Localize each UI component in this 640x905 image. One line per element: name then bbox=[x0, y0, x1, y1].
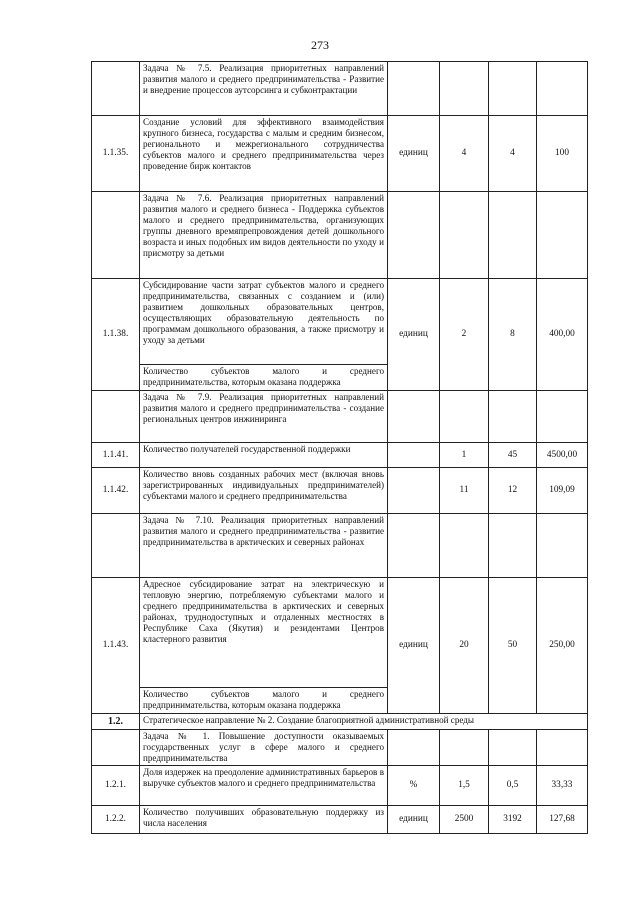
row-value-2 bbox=[489, 192, 537, 279]
row-unit bbox=[388, 62, 440, 116]
row-description: Задача № 7.10. Реализация приоритетных направлений развития малого и среднего предпринимательства - развитие предпринимательства в арктических и северных районах bbox=[140, 514, 388, 578]
row-value-2 bbox=[489, 730, 537, 766]
row-code: 1.1.38. bbox=[92, 279, 140, 391]
table-row bbox=[92, 514, 588, 578]
row-value-2: 12 bbox=[489, 468, 537, 514]
row-code: 1.1.35. bbox=[92, 116, 140, 192]
row-value-3: 127,68 bbox=[537, 806, 588, 834]
row-unit: единиц bbox=[388, 279, 440, 391]
row-unit: единиц bbox=[388, 116, 440, 192]
row-description: Задача № 7.5. Реализация приоритетных направлений развития малого и среднего предпринимательства - Развитие и внедрение процессов аутсорсинга и субконтрактации bbox=[140, 62, 388, 116]
row-code: 1.2.1. bbox=[92, 766, 140, 806]
table-row bbox=[92, 714, 588, 730]
table-row bbox=[92, 730, 588, 766]
row-code bbox=[92, 514, 140, 578]
row-value-3: 400,00 bbox=[537, 279, 588, 391]
row-value-1: 1,5 bbox=[440, 766, 489, 806]
table-row bbox=[92, 192, 588, 279]
row-code: 1.2. bbox=[92, 714, 140, 730]
row-description: Задача № 7.9. Реализация приоритетных направлений развития малого и среднего предпринимательства - создание региональных центров инжиниринга bbox=[140, 391, 388, 443]
row-description: Субсидирование части затрат субъектов малого и среднего предпринимательства, связанных с созданием и (или) развитием дошкольных образовательных центров, осуществляющих образовательную деятельность по программам дошкольного образования, а также присмотру и уходу за детьми bbox=[140, 279, 388, 365]
row-value-1 bbox=[440, 391, 489, 443]
row-unit bbox=[388, 468, 440, 514]
row-description: Количество получателей государственной поддержки bbox=[140, 443, 388, 468]
row-value-1: 2500 bbox=[440, 806, 489, 834]
row-value-2: 50 bbox=[489, 578, 537, 714]
row-description: Количество получивших образовательную поддержку из числа населения bbox=[140, 806, 388, 834]
row-value-3 bbox=[537, 62, 588, 116]
row-value-3 bbox=[537, 514, 588, 578]
row-value-2: 8 bbox=[489, 279, 537, 391]
page-number: 273 bbox=[311, 38, 329, 52]
row-value-2 bbox=[489, 391, 537, 443]
row-value-3 bbox=[537, 391, 588, 443]
row-code: 1.1.41. bbox=[92, 443, 140, 468]
table-row bbox=[92, 806, 588, 834]
row-value-1: 20 bbox=[440, 578, 489, 714]
table-row bbox=[92, 62, 588, 116]
row-value-2: 0,5 bbox=[489, 766, 537, 806]
table-row bbox=[92, 578, 588, 688]
table-row bbox=[92, 766, 588, 806]
indicators-table bbox=[91, 61, 588, 834]
row-value-3: 250,00 bbox=[537, 578, 588, 714]
row-unit bbox=[388, 391, 440, 443]
table-row bbox=[92, 443, 588, 468]
row-value-1 bbox=[440, 62, 489, 116]
row-unit bbox=[388, 514, 440, 578]
row-value-1: 4 bbox=[440, 116, 489, 192]
row-description: Стратегическое направление № 2. Создание благоприятной административной среды bbox=[140, 714, 588, 730]
row-code: 1.2.2. bbox=[92, 806, 140, 834]
row-value-2 bbox=[489, 514, 537, 578]
row-value-3 bbox=[537, 730, 588, 766]
row-value-1: 11 bbox=[440, 468, 489, 514]
row-value-3: 4500,00 bbox=[537, 443, 588, 468]
table-row bbox=[92, 468, 588, 514]
table-row bbox=[92, 391, 588, 443]
row-description: Создание условий для эффективного взаимодействия крупного бизнеса, государства с малым и средним бизнесом, региональното и межрегионального сотрудничества субъектов малого и среднего предпринимательства через проведение бирж контактов bbox=[140, 116, 388, 192]
row-value-1 bbox=[440, 730, 489, 766]
row-unit bbox=[388, 443, 440, 468]
row-value-2 bbox=[489, 62, 537, 116]
row-value-2: 3192 bbox=[489, 806, 537, 834]
table-row bbox=[92, 279, 588, 365]
table-row bbox=[92, 116, 588, 192]
row-value-2: 4 bbox=[489, 116, 537, 192]
row-unit bbox=[388, 192, 440, 279]
row-description: Задача № 1. Повышение доступности оказываемых государственных услуг в сфере малого и среднего предпринимательства bbox=[140, 730, 388, 766]
row-code bbox=[92, 192, 140, 279]
row-description-indicator: Количество субъектов малого и среднего предпринимательства, которым оказана поддержка bbox=[140, 365, 388, 391]
row-unit: единиц bbox=[388, 806, 440, 834]
row-unit bbox=[388, 730, 440, 766]
row-value-1: 1 bbox=[440, 443, 489, 468]
row-value-1 bbox=[440, 192, 489, 279]
row-value-3: 109,09 bbox=[537, 468, 588, 514]
row-value-1: 2 bbox=[440, 279, 489, 391]
row-value-1 bbox=[440, 514, 489, 578]
row-description: Количество вновь созданных рабочих мест (включая вновь зарегистрированных индивидуальных предпринимателей) субъектами малого и среднего предпринимательства bbox=[140, 468, 388, 514]
row-value-3: 100 bbox=[537, 116, 588, 192]
row-unit: единиц bbox=[388, 578, 440, 714]
row-description-indicator: Количество субъектов малого и среднего предпринимательства, которым оказана поддержка bbox=[140, 688, 388, 714]
row-code bbox=[92, 730, 140, 766]
row-code: 1.1.42. bbox=[92, 468, 140, 514]
row-value-3: 33,33 bbox=[537, 766, 588, 806]
row-unit: % bbox=[388, 766, 440, 806]
row-code: 1.1.43. bbox=[92, 578, 140, 714]
row-code bbox=[92, 391, 140, 443]
row-description: Доля издержек на преодоление административных барьеров в выручке субъектов малого и среднего предпринимательства bbox=[140, 766, 388, 806]
row-value-2: 45 bbox=[489, 443, 537, 468]
row-code bbox=[92, 62, 140, 116]
row-value-3 bbox=[537, 192, 588, 279]
row-description: Адресное субсидирование затрат на электрическую и тепловую энергию, потребляемую субъектами малого и среднего предпринимательства в арктических и северных районах, труднодоступных и отдаленных местностях в Республике Саха (Якутия) и резидентами Центров кластерного развития bbox=[140, 578, 388, 688]
row-description: Задача № 7.6. Реализация приоритетных направлений развития малого и среднего бизнеса - Поддержка субъектов малого и среднего предпринимательства, организующих группы дневного времяпрепровождения детей дошкольного возраста и иных подобных им видов деятельности по уходу и присмотру за детьми bbox=[140, 192, 388, 279]
